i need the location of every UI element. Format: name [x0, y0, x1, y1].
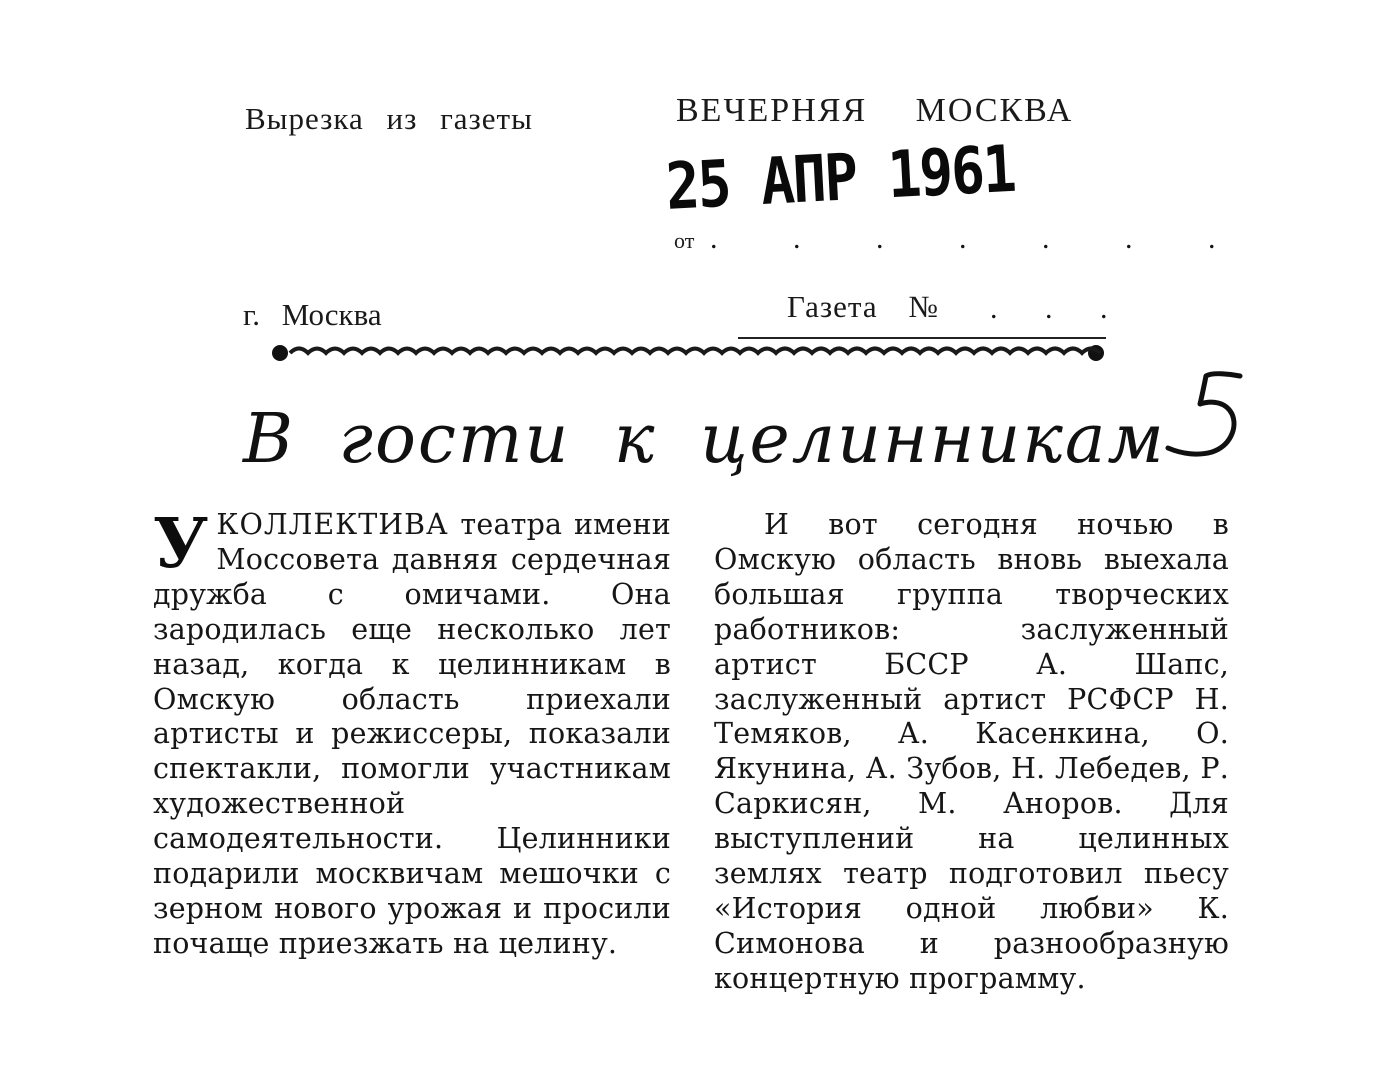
clipping-label: Вырезка из газеты — [245, 101, 533, 136]
date-stamp: 25 АПР 1961 — [664, 132, 1017, 225]
number-dots: . . . — [990, 292, 1128, 325]
article-column-right — [714, 508, 1229, 997]
lead-caps: КОЛЛЕКТИВА — [216, 508, 449, 541]
city-label: г. Москва — [243, 297, 382, 332]
date-prefix: от — [674, 228, 695, 253]
drop-cap: У — [153, 504, 209, 584]
handwritten-page-mark — [1160, 370, 1244, 462]
left-column-paragraph — [153, 504, 672, 962]
newspaper-name: ВЕЧЕРНЯЯ МОСКВА — [676, 92, 1074, 129]
date-dots: . . . . . . . — [710, 222, 1250, 255]
right-column-paragraph: И вот сегодня ночью в Омскую область вновь выехала большая группа творческих работников: заслуженный артист БССР А. Шапс, заслуженный артист РСФСР Н. Темяков, А. Касенкина, О. Якунина, А. Зубов, Н. Лебедев, Р. Саркисян, М. Аноров. Для выступлений на целинных землях театр подготовил пьесу «История одной любви» К. Симонова и разнообразную концертную программу. — [714, 508, 1229, 995]
wavy-divider — [268, 333, 1114, 369]
left-column-text: театра имени Моссовета давняя сердечная дружба с омичами. Она зародилась еще несколько лет назад, когда к целинникам в Омскую область приехали артисты и режиссеры, показали спектакли, помогли участникам художественной самодеятельности. Целинники подарили москвичам мешочки с зерном нового урожая и просили почаще приезжать на целину. — [153, 508, 672, 960]
article-headline: В гости к целинникам — [243, 400, 1166, 479]
gazeta-number-label: Газета № — [787, 289, 939, 324]
article-column-left — [153, 504, 672, 962]
